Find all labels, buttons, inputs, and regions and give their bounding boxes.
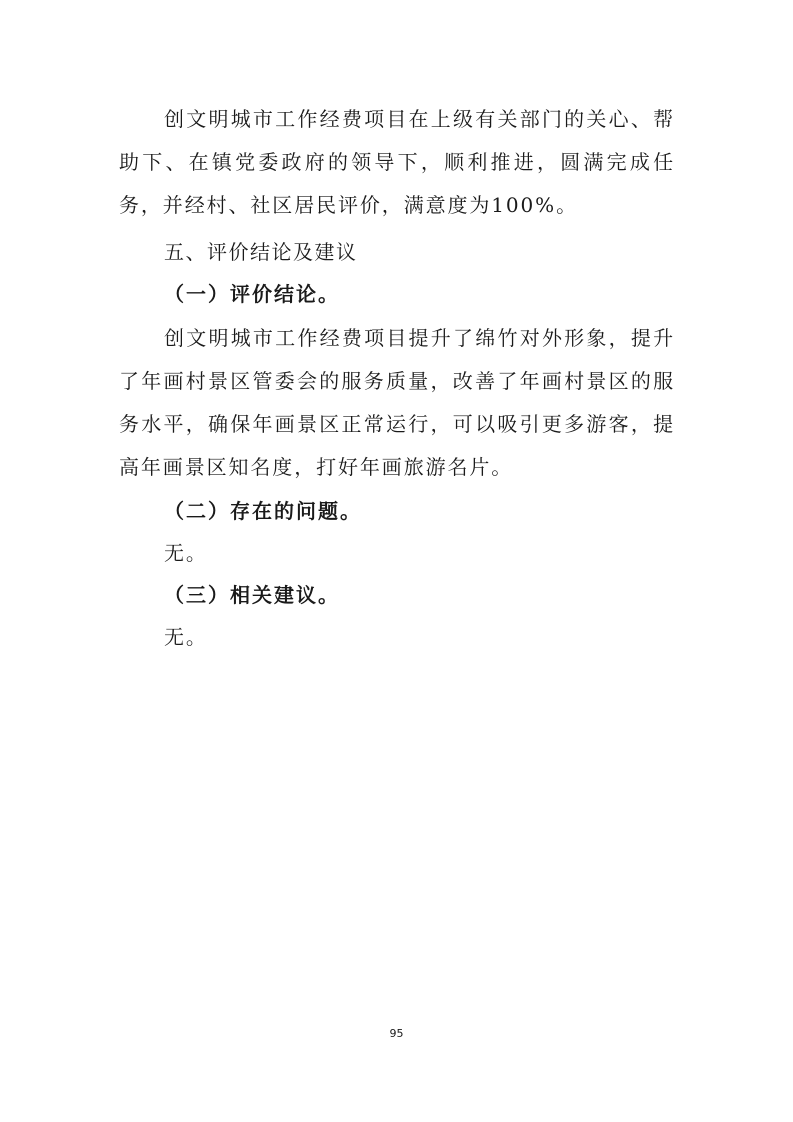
subsection-heading-conclusion: （一）评价结论。 xyxy=(164,282,340,306)
intro-paragraph: 创文明城市工作经费项目在上级有关部门的关心、帮助下、在镇党委政府的领导下，顺利推进，圆满完成任务，并经村、社区居民评价，满意度为100%。 xyxy=(119,107,675,217)
section-heading: 五、评价结论及建议 xyxy=(164,240,358,264)
conclusion-paragraph: 创文明城市工作经费项目提升了绵竹对外形象，提升了年画村景区管委会的服务质量，改善了年画村景区的服务水平，确保年画景区正常运行，可以吸引更多游客，提高年画景区知名度，打好年画旅游名片。 xyxy=(119,326,675,479)
subsection-heading-suggestions: （三）相关建议。 xyxy=(164,583,340,607)
document-body xyxy=(119,98,675,659)
subsection-heading-problems: （二）存在的问题。 xyxy=(164,499,362,523)
page-number: 95 xyxy=(389,1027,404,1040)
problems-paragraph: 无。 xyxy=(164,541,208,565)
suggestions-paragraph: 无。 xyxy=(164,625,208,649)
